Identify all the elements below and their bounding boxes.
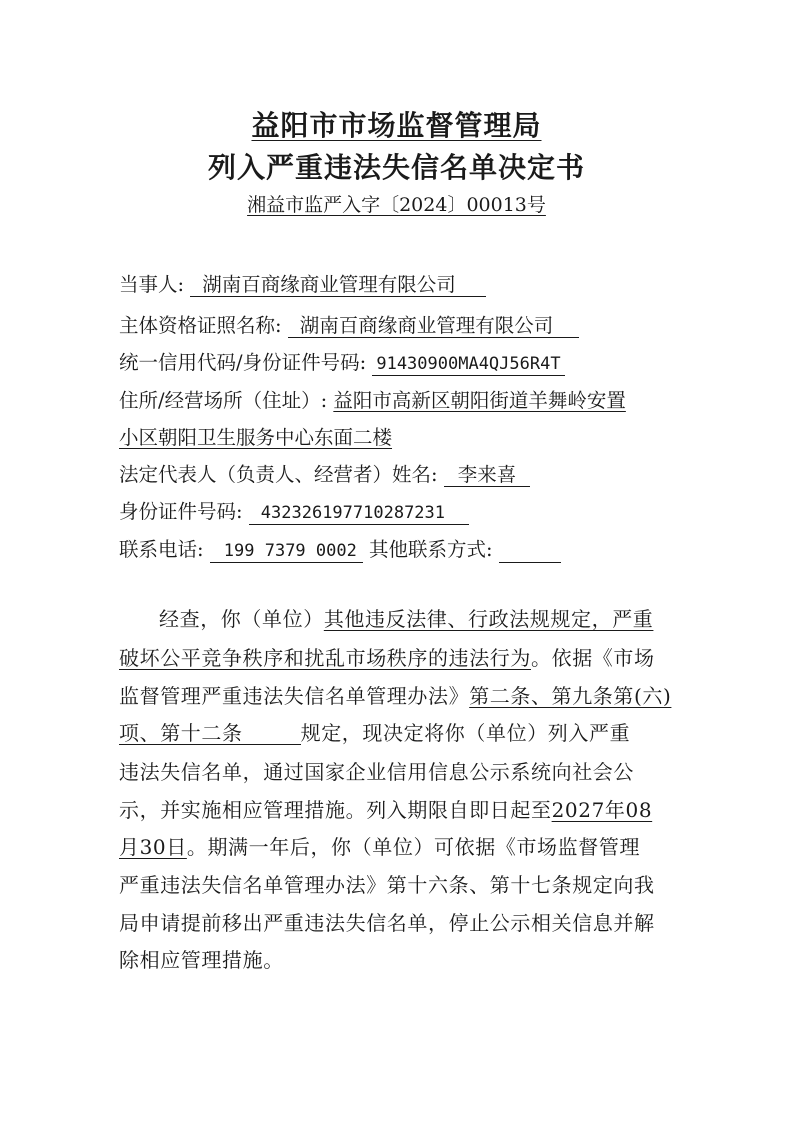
agency-title: 益阳市市场监督管理局: [251, 109, 542, 142]
body-line-3: 监督管理严重违法失信名单管理办法》第二条、第九条第(六): [119, 684, 672, 708]
address-row-continued: [119, 425, 392, 451]
license-value: 湖南百商缘商业管理有限公司: [288, 315, 580, 338]
body-line-6: 示，并实施相应管理措施。列入期限自即日起至2027年08: [119, 798, 653, 822]
credit-code-row: [119, 350, 565, 376]
body-line-2: 破坏公平竞争秩序和扰乱市场秩序的违法行为。依据《市场: [119, 646, 655, 670]
address-label: 住所/经营场所（住址）:: [119, 389, 328, 412]
document-title: 列入严重违法失信名单决定书: [207, 151, 585, 184]
legal-rep-value: 李来喜: [444, 464, 531, 487]
body-line-1: 经查，你（单位）其他违反法律、行政法规规定，严重: [159, 607, 654, 631]
body-line-10: 除相应管理措施。: [119, 948, 284, 972]
phone-value: 199 7379 0002: [210, 540, 363, 563]
credit-code-value: 91430900MA4QJ56R4T: [372, 353, 564, 376]
body-line-5: 违法失信名单，通过国家企业信用信息公示系统向社会公: [119, 760, 634, 784]
other-contact-value: [499, 540, 561, 563]
other-contact-label: 其他联系方式:: [369, 538, 493, 561]
credit-code-label: 统一信用代码/身份证件号码:: [119, 351, 367, 374]
license-label: 主体资格证照名称:: [119, 314, 282, 337]
party-row: [119, 272, 486, 298]
id-number-label: 身份证件号码:: [119, 500, 243, 523]
id-number-value: 432326197710287231: [249, 502, 469, 525]
address-row: [119, 388, 626, 414]
party-value: 湖南百商缘商业管理有限公司: [190, 274, 486, 297]
party-label: 当事人:: [119, 273, 185, 296]
body-line-8: 严重违法失信名单管理办法》第十六条、第十七条规定向我: [119, 873, 655, 897]
address-value-line1: 益阳市高新区朝阳街道羊舞岭安置: [333, 389, 626, 412]
document-number: 湘益市监严入字〔2024〕00013号: [247, 194, 546, 216]
id-number-row: [119, 499, 469, 525]
legal-rep-label: 法定代表人（负责人、经营者）姓名:: [119, 463, 438, 486]
phone-row: [119, 537, 561, 563]
body-line-9: 局申请提前移出严重违法失信名单，停止公示相关信息并解: [119, 911, 655, 935]
body-line-4: 项、第十二条 规定，现决定将你（单位）列入严重: [119, 721, 631, 745]
phone-label: 联系电话:: [119, 538, 204, 561]
body-line-7: 月30日。期满一年后，你（单位）可依据《市场监督管理: [119, 835, 641, 859]
legal-rep-row: [119, 462, 530, 488]
address-value-line2: 小区朝阳卫生服务中心东面二楼: [119, 426, 393, 449]
license-row: [119, 313, 579, 339]
